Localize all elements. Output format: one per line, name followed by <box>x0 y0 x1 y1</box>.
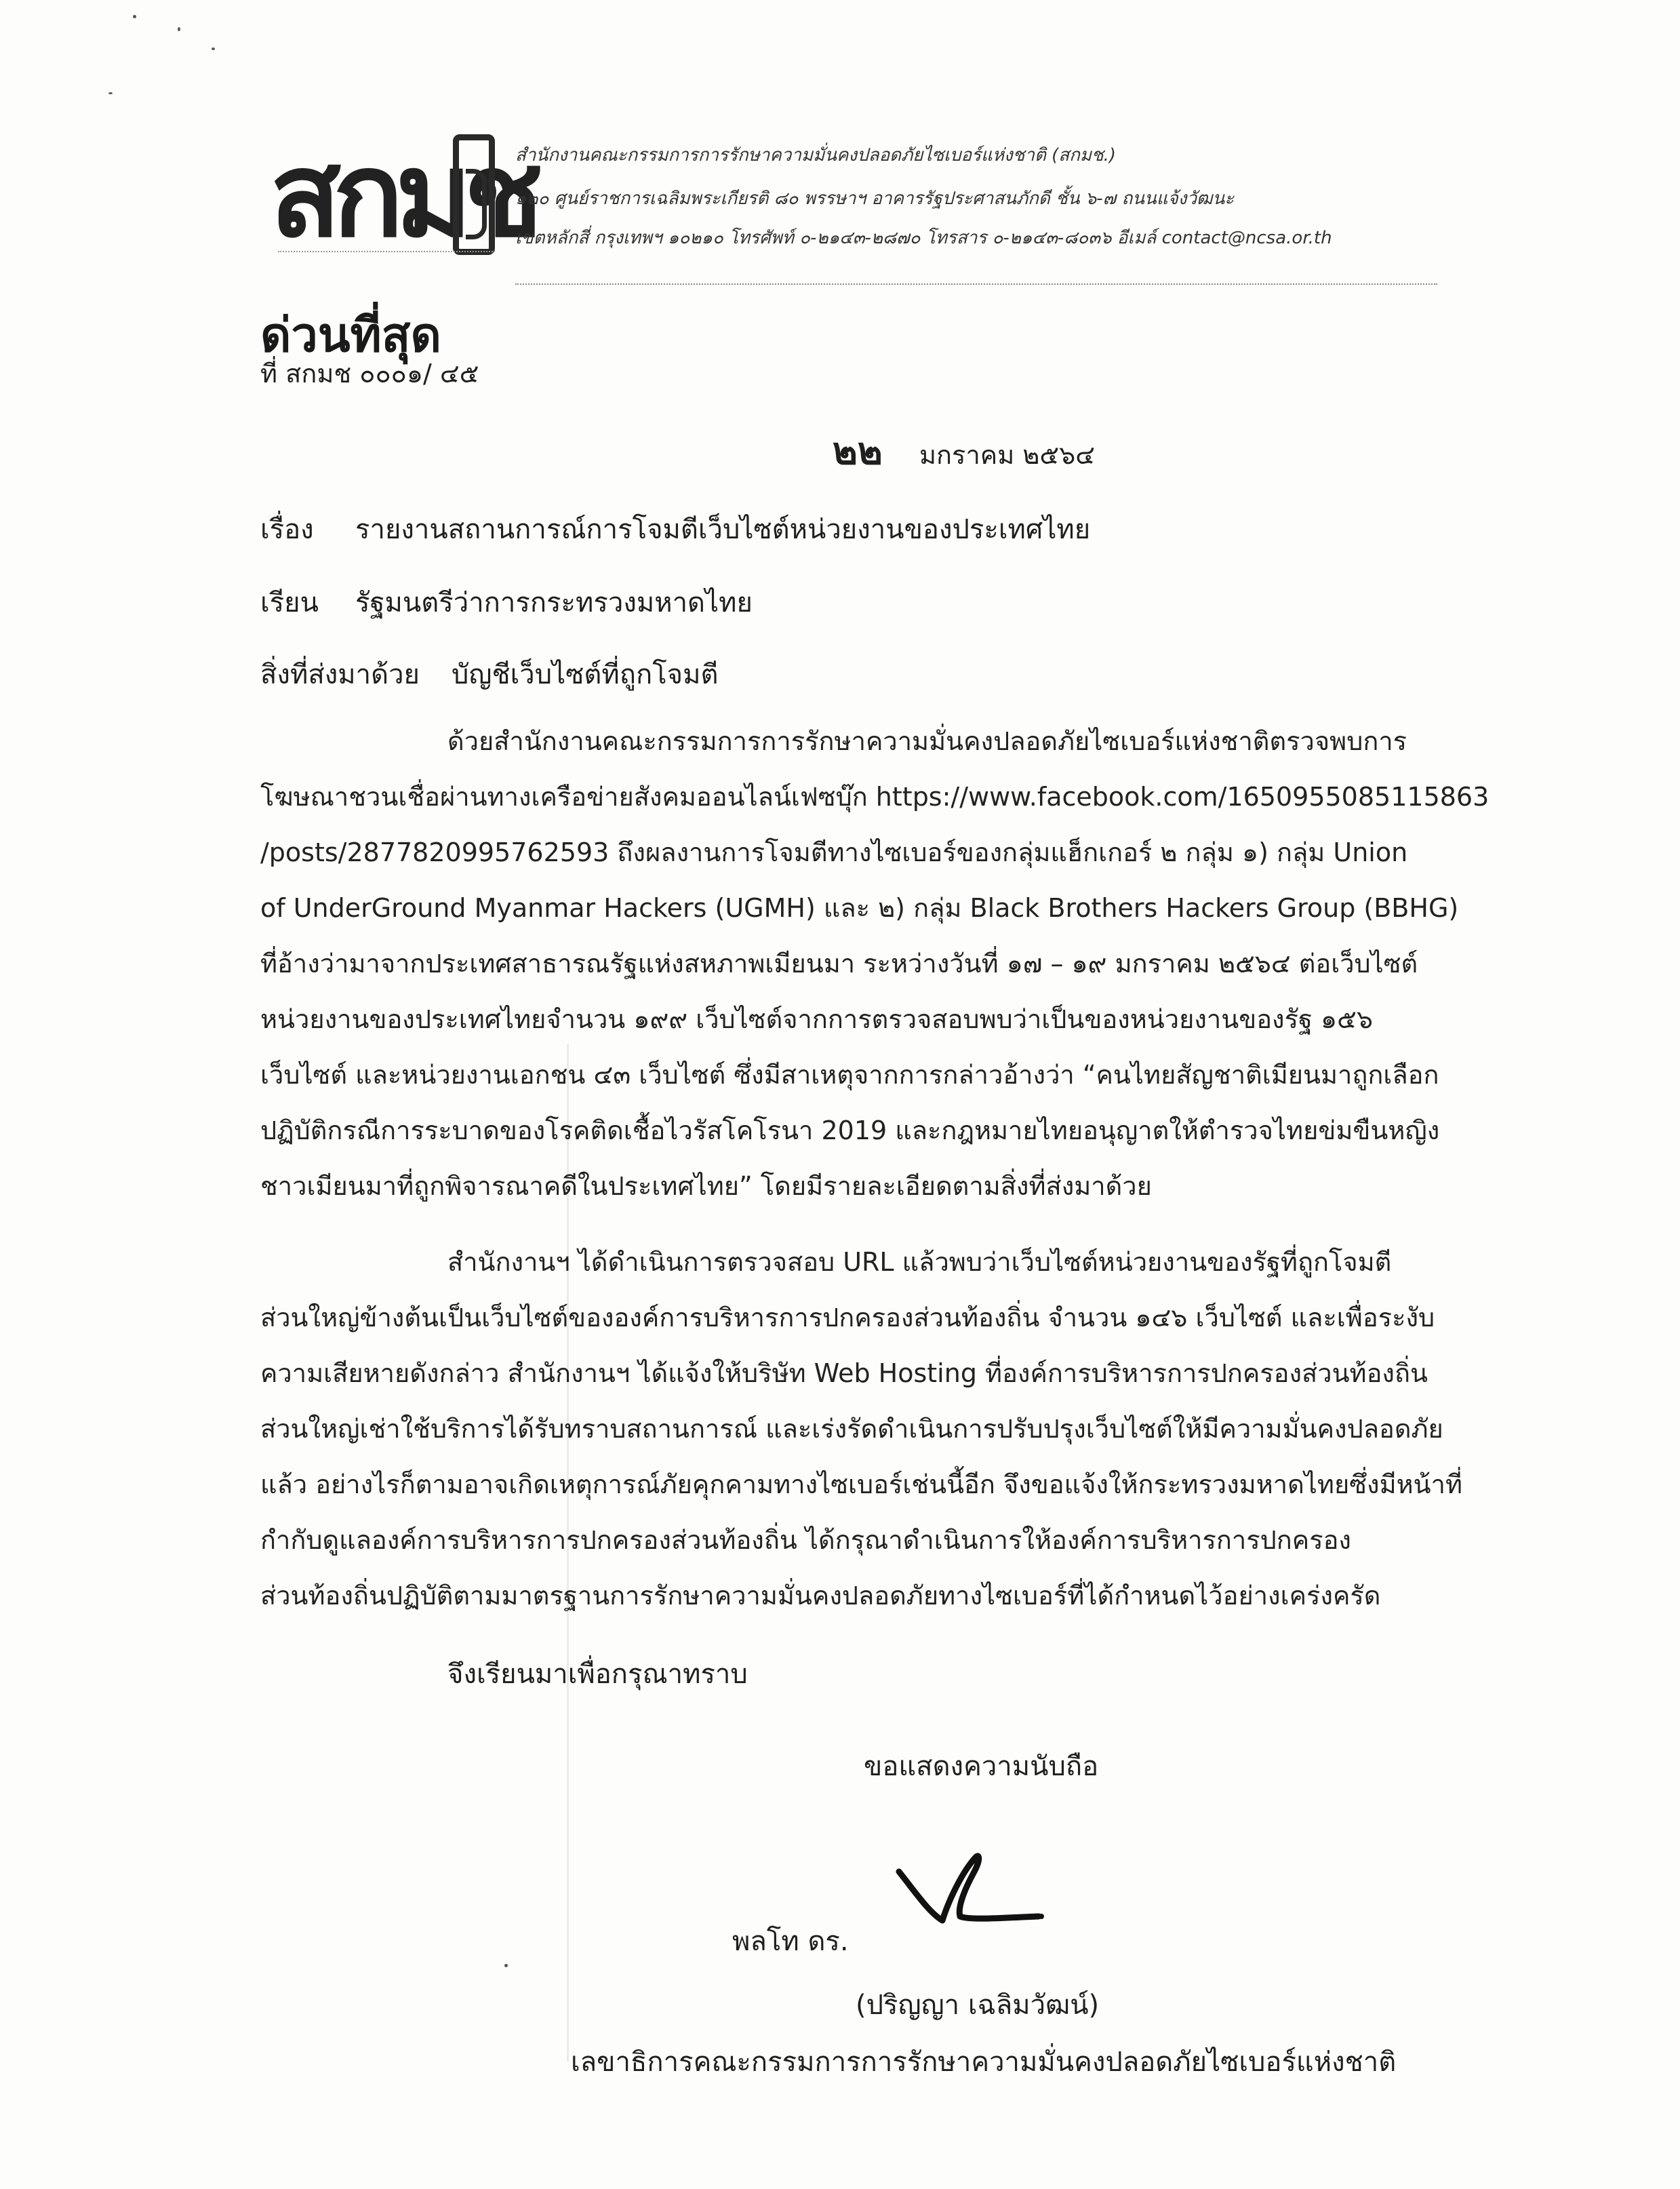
enclosure-text: บัญชีเว็บไซต์ที่ถูกโจมตี <box>452 659 719 690</box>
org-address-line1: ๑๒๐ ศูนย์ราชการเฉลิมพระเกียรติ ๘๐ พรรษาฯ อาคารรัฐประศาสนภักดี ชั้น ๖-๗ ถนนแจ้งวัฒนะ <box>515 189 1235 209</box>
logo-text: สกมช <box>270 127 536 263</box>
org-name: สำนักงานคณะกรรมการการรักษาความมั่นคงปลอดภัยไซเบอร์แห่งชาติ (สกมช.) <box>515 145 1117 165</box>
subject-label: เรื่อง <box>260 514 314 545</box>
logo-underline <box>278 251 495 259</box>
subject-text: รายงานสถานการณ์การโจมตีเว็บไซต์หน่วยงานของประเทศไทย <box>355 514 1091 545</box>
enclosure-label: สิ่งที่ส่งมาด้วย <box>260 659 420 690</box>
closing-line: จึงเรียนมาเพื่อกรุณาทราบ <box>447 1659 748 1690</box>
handwritten-signature <box>895 1831 1044 1939</box>
body-line: ส่วนท้องถิ่นปฏิบัติตามมาตรฐานการรักษาความมั่นคงปลอดภัยทางไซเบอร์ที่ได้กำหนดไว้อย่างเคร่งครัด <box>260 1581 1381 1611</box>
body-line: ที่อ้างว่ามาจากประเทศสาธารณรัฐแห่งสหภาพเมียนมา ระหว่างวันที่ ๑๗ – ๑๙ มกราคม ๒๕๖๔ ต่อเว็บไซต์ <box>260 949 1418 979</box>
body-line: หน่วยงานของประเทศไทยจำนวน ๑๙๙ เว็บไซต์จากการตรวจสอบพบว่าเป็นของหน่วยงานของรัฐ ๑๕๖ <box>260 1004 1374 1034</box>
body-line: ปฏิบัติกรณีการระบาดของโรคติดเชื้อไวรัสโคโรนา 2019 และกฎหมายไทยอนุญาตให้ตำรวจไทยข่มขืนหญิง <box>260 1116 1440 1145</box>
body-line: เว็บไซต์ และหน่วยงานเอกชน ๔๓ เว็บไซต์ ซึ่งมีสาเหตุจากการกล่าวอ้างว่า “คนไทยสัญชาติเมียนมาถูกเลือก <box>260 1060 1439 1090</box>
recipient-label: เรียน <box>260 587 319 618</box>
scan-speck <box>212 47 215 50</box>
date-day: ๒๒ <box>833 429 883 473</box>
logo-emblem-icon <box>453 134 495 255</box>
body-line: ส่วนใหญ่เช่าใช้บริการได้รับทราบสถานการณ์ และเร่งรัดดำเนินการปรับปรุงเว็บไซต์ให้มีความมั่นคงปลอดภัย <box>260 1414 1443 1444</box>
body-line: ด้วยสำนักงานคณะกรรมการการรักษาความมั่นคงปลอดภัยไซเบอร์แห่งชาติตรวจพบการ <box>447 726 1407 756</box>
signatory-name: (ปริญญา เฉลิมวัฒน์) <box>856 1990 1100 2021</box>
scan-speck <box>108 92 113 94</box>
reference-number: ที่ สกมช ๐๐๐๑/ ๔๕ <box>260 359 479 389</box>
body-line: /posts/2877820995762593 ถึงผลงานการโจมตีทางไซเบอร์ของกลุ่มแฮ็กเกอร์ ๒ กลุ่ม ๑) กลุ่ม Union <box>260 837 1408 867</box>
body-line: สำนักงานฯ ได้ดำเนินการตรวจสอบ URL แล้วพบว่าเว็บไซต์หน่วยงานของรัฐที่ถูกโจมตี <box>447 1247 1392 1277</box>
scan-speck <box>504 1964 508 1967</box>
body-line: ความเสียหายดังกล่าว สำนักงานฯ ได้แจ้งให้บริษัท Web Hosting ที่องค์การบริหารการปกครองส่วนท้องถิ่น <box>260 1358 1428 1388</box>
signatory-position: เลขาธิการคณะกรรมการการรักษาความมั่นคงปลอดภัยไซเบอร์แห่งชาติ <box>571 2047 1397 2078</box>
body-line: of UnderGround Myanmar Hackers (UGMH) และ ๒) กลุ่ม Black Brothers Hackers Group (BBHG) <box>260 893 1459 923</box>
body-line: ส่วนใหญ่ข้างต้นเป็นเว็บไซต์ขององค์การบริหารการปกครองส่วนท้องถิ่น จำนวน ๑๔๖ เว็บไซต์ และเพื่อระงับ <box>260 1303 1435 1333</box>
scan-speck <box>178 27 180 31</box>
recipient-text: รัฐมนตรีว่าการกระทรวงมหาดไทย <box>355 587 753 618</box>
scan-speck <box>133 15 136 18</box>
letterhead-divider <box>515 283 1437 285</box>
body-line: แล้ว อย่างไรก็ตามอาจเกิดเหตุการณ์ภัยคุกคามทางไซเบอร์เช่นนี้อีก จึงขอแจ้งให้กระทรวงมหาดไทยซึ่งมีหน้าที่ <box>260 1470 1463 1499</box>
urgency-stamp: ด่วนที่สุด <box>260 307 441 363</box>
signatory-rank: พลโท ดร. <box>732 1926 849 1957</box>
regards-line: ขอแสดงความนับถือ <box>864 1751 1099 1782</box>
date-month-year: มกราคม ๒๕๖๔ <box>919 440 1096 470</box>
body-line: ชาวเมียนมาที่ถูกพิจารณาคดีในประเทศไทย” โดยมีรายละเอียดตามสิ่งที่ส่งมาด้วย <box>260 1171 1152 1201</box>
body-line: กำกับดูแลองค์การบริหารการปกครองส่วนท้องถิ่น ได้กรุณาดำเนินการให้องค์การบริหารการปกครอง <box>260 1525 1351 1555</box>
org-address-line2: เขตหลักสี่ กรุงเทพฯ ๑๐๒๑๐ โทรศัพท์ ๐-๒๑๔๓-๒๘๗๐ โทรสาร ๐-๒๑๔๓-๘๐๓๖ อีเมล์ contact@ncsa.or.th <box>515 228 1332 248</box>
body-line: โฆษณาชวนเชื่อผ่านทางเครือข่ายสังคมออนไลน์เฟซบุ๊ก https://www.facebook.com/1650955085115863 <box>260 782 1489 812</box>
ncsa-logo <box>270 127 536 263</box>
